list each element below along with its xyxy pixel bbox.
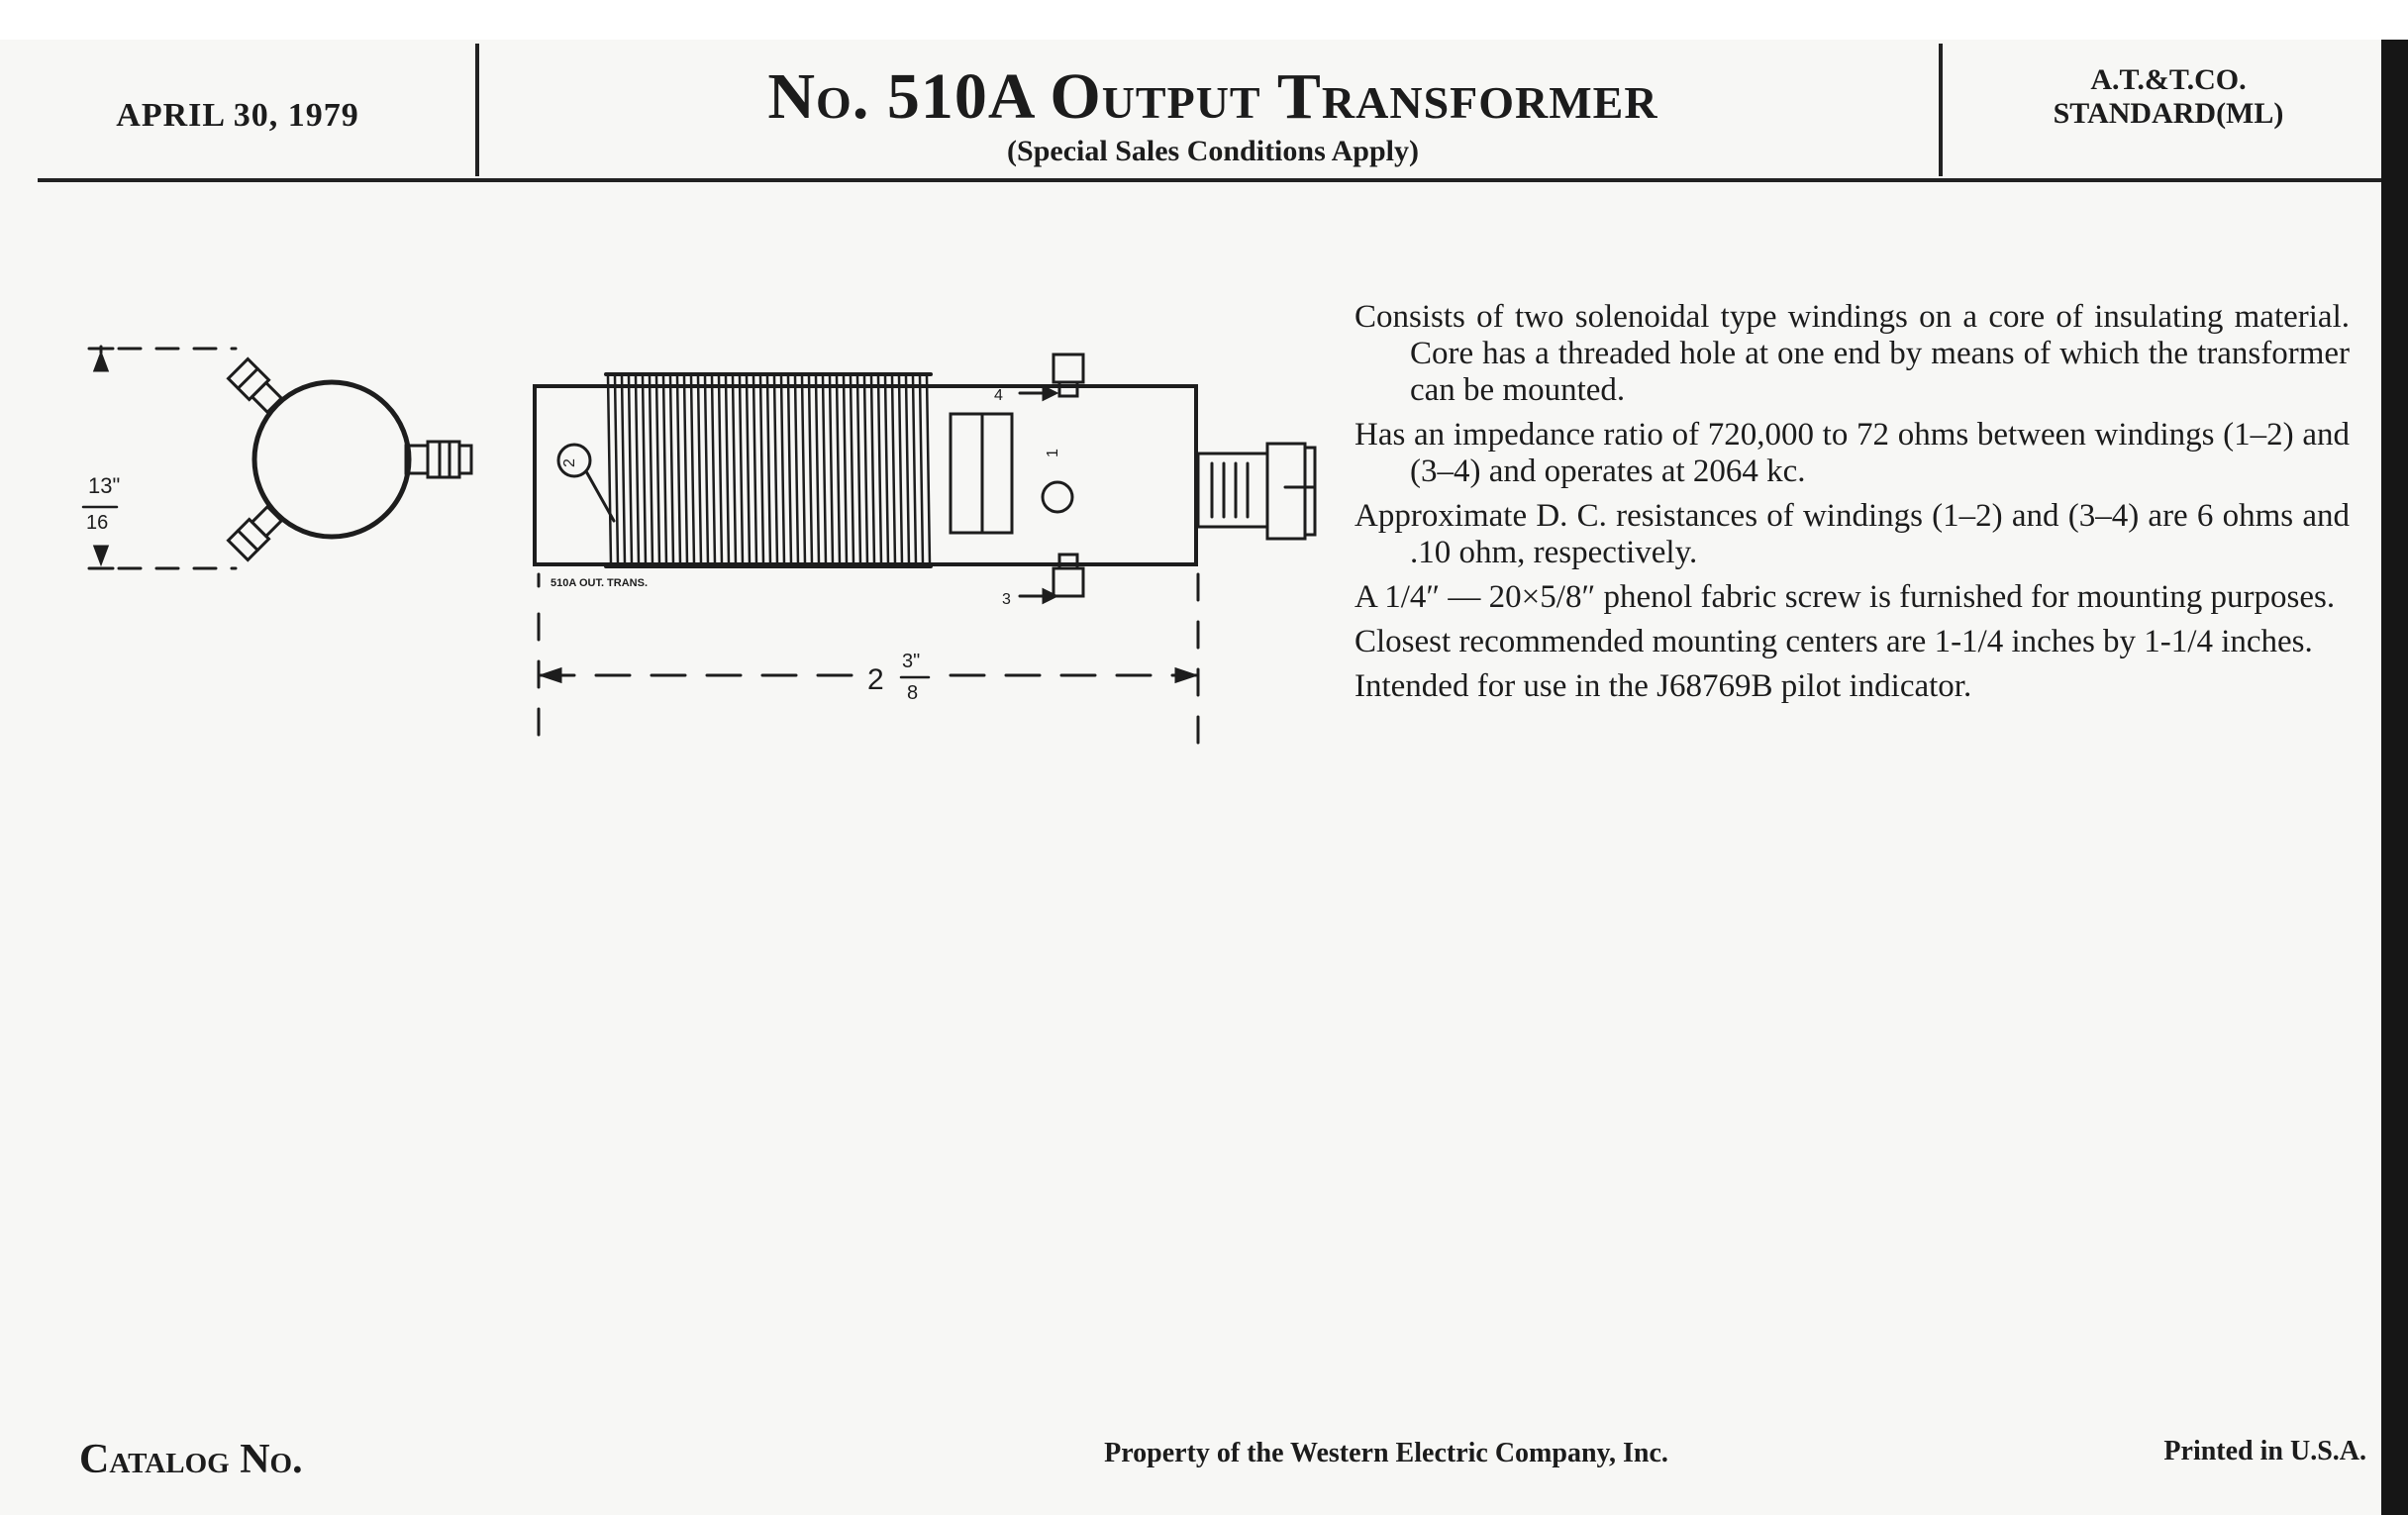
description-paragraph: A 1/4″ — 20×5/8″ phenol fabric screw is furnished for mounting purposes. — [1354, 579, 2336, 615]
header-date: APRIL 30, 1979 — [116, 97, 359, 134]
winding-turn — [726, 376, 729, 564]
terminal-1-label: 1 — [1045, 449, 1061, 457]
winding-turn — [788, 376, 791, 564]
winding-turn — [705, 376, 708, 564]
winding-turn — [740, 376, 743, 564]
terminal-4-label: 4 — [994, 387, 1003, 404]
terminal-hole-right — [1043, 482, 1072, 512]
company-standard — [1960, 63, 2376, 131]
length-whole: 2 — [867, 663, 884, 696]
secondary-coil-block — [951, 414, 982, 533]
winding-turn — [823, 376, 826, 564]
winding-turn — [643, 376, 646, 564]
winding-turn — [809, 376, 812, 564]
winding-turn — [802, 376, 805, 564]
description-text — [1354, 299, 2350, 713]
winding-coil — [608, 376, 930, 564]
winding-turn — [650, 376, 652, 564]
winding-turn — [656, 376, 659, 564]
winding-turn — [636, 376, 639, 564]
description-paragraph: Closest recommended mounting centers are 1-1/4 inches by 1-1/4 inches. — [1354, 624, 2313, 659]
transformer-stamp: 510A OUT. TRANS. — [551, 577, 649, 589]
length-numerator: 3" — [902, 651, 921, 672]
end-view-screw — [406, 442, 471, 477]
catalog-number-label: Catalog No. — [79, 1437, 303, 1482]
winding-turn — [698, 376, 701, 564]
winding-turn — [670, 376, 673, 564]
printed-in-label: Printed in U.S.A. — [2163, 1436, 2366, 1466]
winding-turn — [830, 376, 833, 564]
winding-turn — [927, 376, 930, 564]
winding-turn — [774, 376, 777, 564]
winding-turn — [767, 376, 770, 564]
end-view-arrowhead-top — [95, 354, 107, 370]
winding-turn — [719, 376, 722, 564]
winding-turn — [878, 376, 881, 564]
winding-turn — [913, 376, 916, 564]
winding-turn — [885, 376, 888, 564]
winding-turn — [747, 376, 750, 564]
terminal-3-label: 3 — [1002, 591, 1011, 608]
terminal-3 — [1020, 555, 1083, 602]
winding-turn — [677, 376, 680, 564]
winding-turn — [844, 376, 847, 564]
description-paragraph: Intended for use in the J68769B pilot indicator. — [1354, 668, 1972, 704]
catalog-card — [0, 40, 2381, 1515]
end-view-height-label: 13" — [88, 473, 121, 498]
page-title: No. 510A Output Transformer — [767, 60, 1658, 133]
winding-turn — [899, 376, 902, 564]
end-view-drawing — [83, 347, 471, 568]
winding-turn — [712, 376, 715, 564]
description-paragraph: Has an impedance ratio of 720,000 to 72 ohms between windings (1–2) and (3–4) and operates at 2064 kc. — [1354, 417, 2350, 489]
company-name: A.T.&T.CO. — [2090, 63, 2247, 96]
scan-top-strip — [0, 0, 2408, 40]
winding-turn — [892, 376, 895, 564]
winding-turn — [816, 376, 819, 564]
winding-turn — [837, 376, 840, 564]
winding-turn — [753, 376, 756, 564]
winding-turn — [795, 376, 798, 564]
description-paragraph: Approximate D. C. resistances of windings (1–2) and (3–4) are 6 ohms and .10 ohm, respectively. — [1354, 498, 2350, 570]
winding-turn — [608, 376, 611, 564]
winding-turn — [871, 376, 874, 564]
winding-turn — [906, 376, 909, 564]
winding-turn — [781, 376, 784, 564]
winding-turn — [920, 376, 923, 564]
winding-turn — [684, 376, 687, 564]
winding-turn — [857, 376, 860, 564]
page-subtitle: (Special Sales Conditions Apply) — [1007, 135, 1419, 167]
length-arrowhead-left — [543, 669, 560, 681]
end-view-core-circle — [254, 382, 409, 537]
standard-label: STANDARD(ML) — [2053, 97, 2284, 130]
winding-turn — [622, 376, 625, 564]
winding-turn — [733, 376, 736, 564]
length-arrowhead-right — [1176, 669, 1194, 681]
secondary-coil-block-2 — [982, 414, 1012, 533]
transformer-drawing — [0, 40, 1347, 772]
winding-turn — [760, 376, 763, 564]
winding-turn — [691, 376, 694, 564]
winding-turn — [615, 376, 618, 564]
mounting-screw — [1198, 444, 1315, 539]
description-paragraph: Consists of two solenoidal type windings on a core of insulating material. Core has a threaded hole at one end by means of which the transformer can be mounted. — [1354, 299, 2350, 408]
end-view-arrowhead-bottom — [95, 547, 107, 562]
winding-turn — [864, 376, 867, 564]
winding-turn — [851, 376, 853, 564]
terminal-2-label: 2 — [561, 458, 578, 467]
terminal-4 — [1020, 354, 1083, 399]
property-notice: Property of the Western Electric Company, Inc. — [1104, 1438, 1668, 1468]
winding-turn — [629, 376, 632, 564]
side-view-drawing — [535, 354, 1315, 745]
end-view-height-denominator: 16 — [86, 512, 109, 534]
length-denominator: 8 — [907, 682, 919, 704]
winding-turn — [663, 376, 666, 564]
